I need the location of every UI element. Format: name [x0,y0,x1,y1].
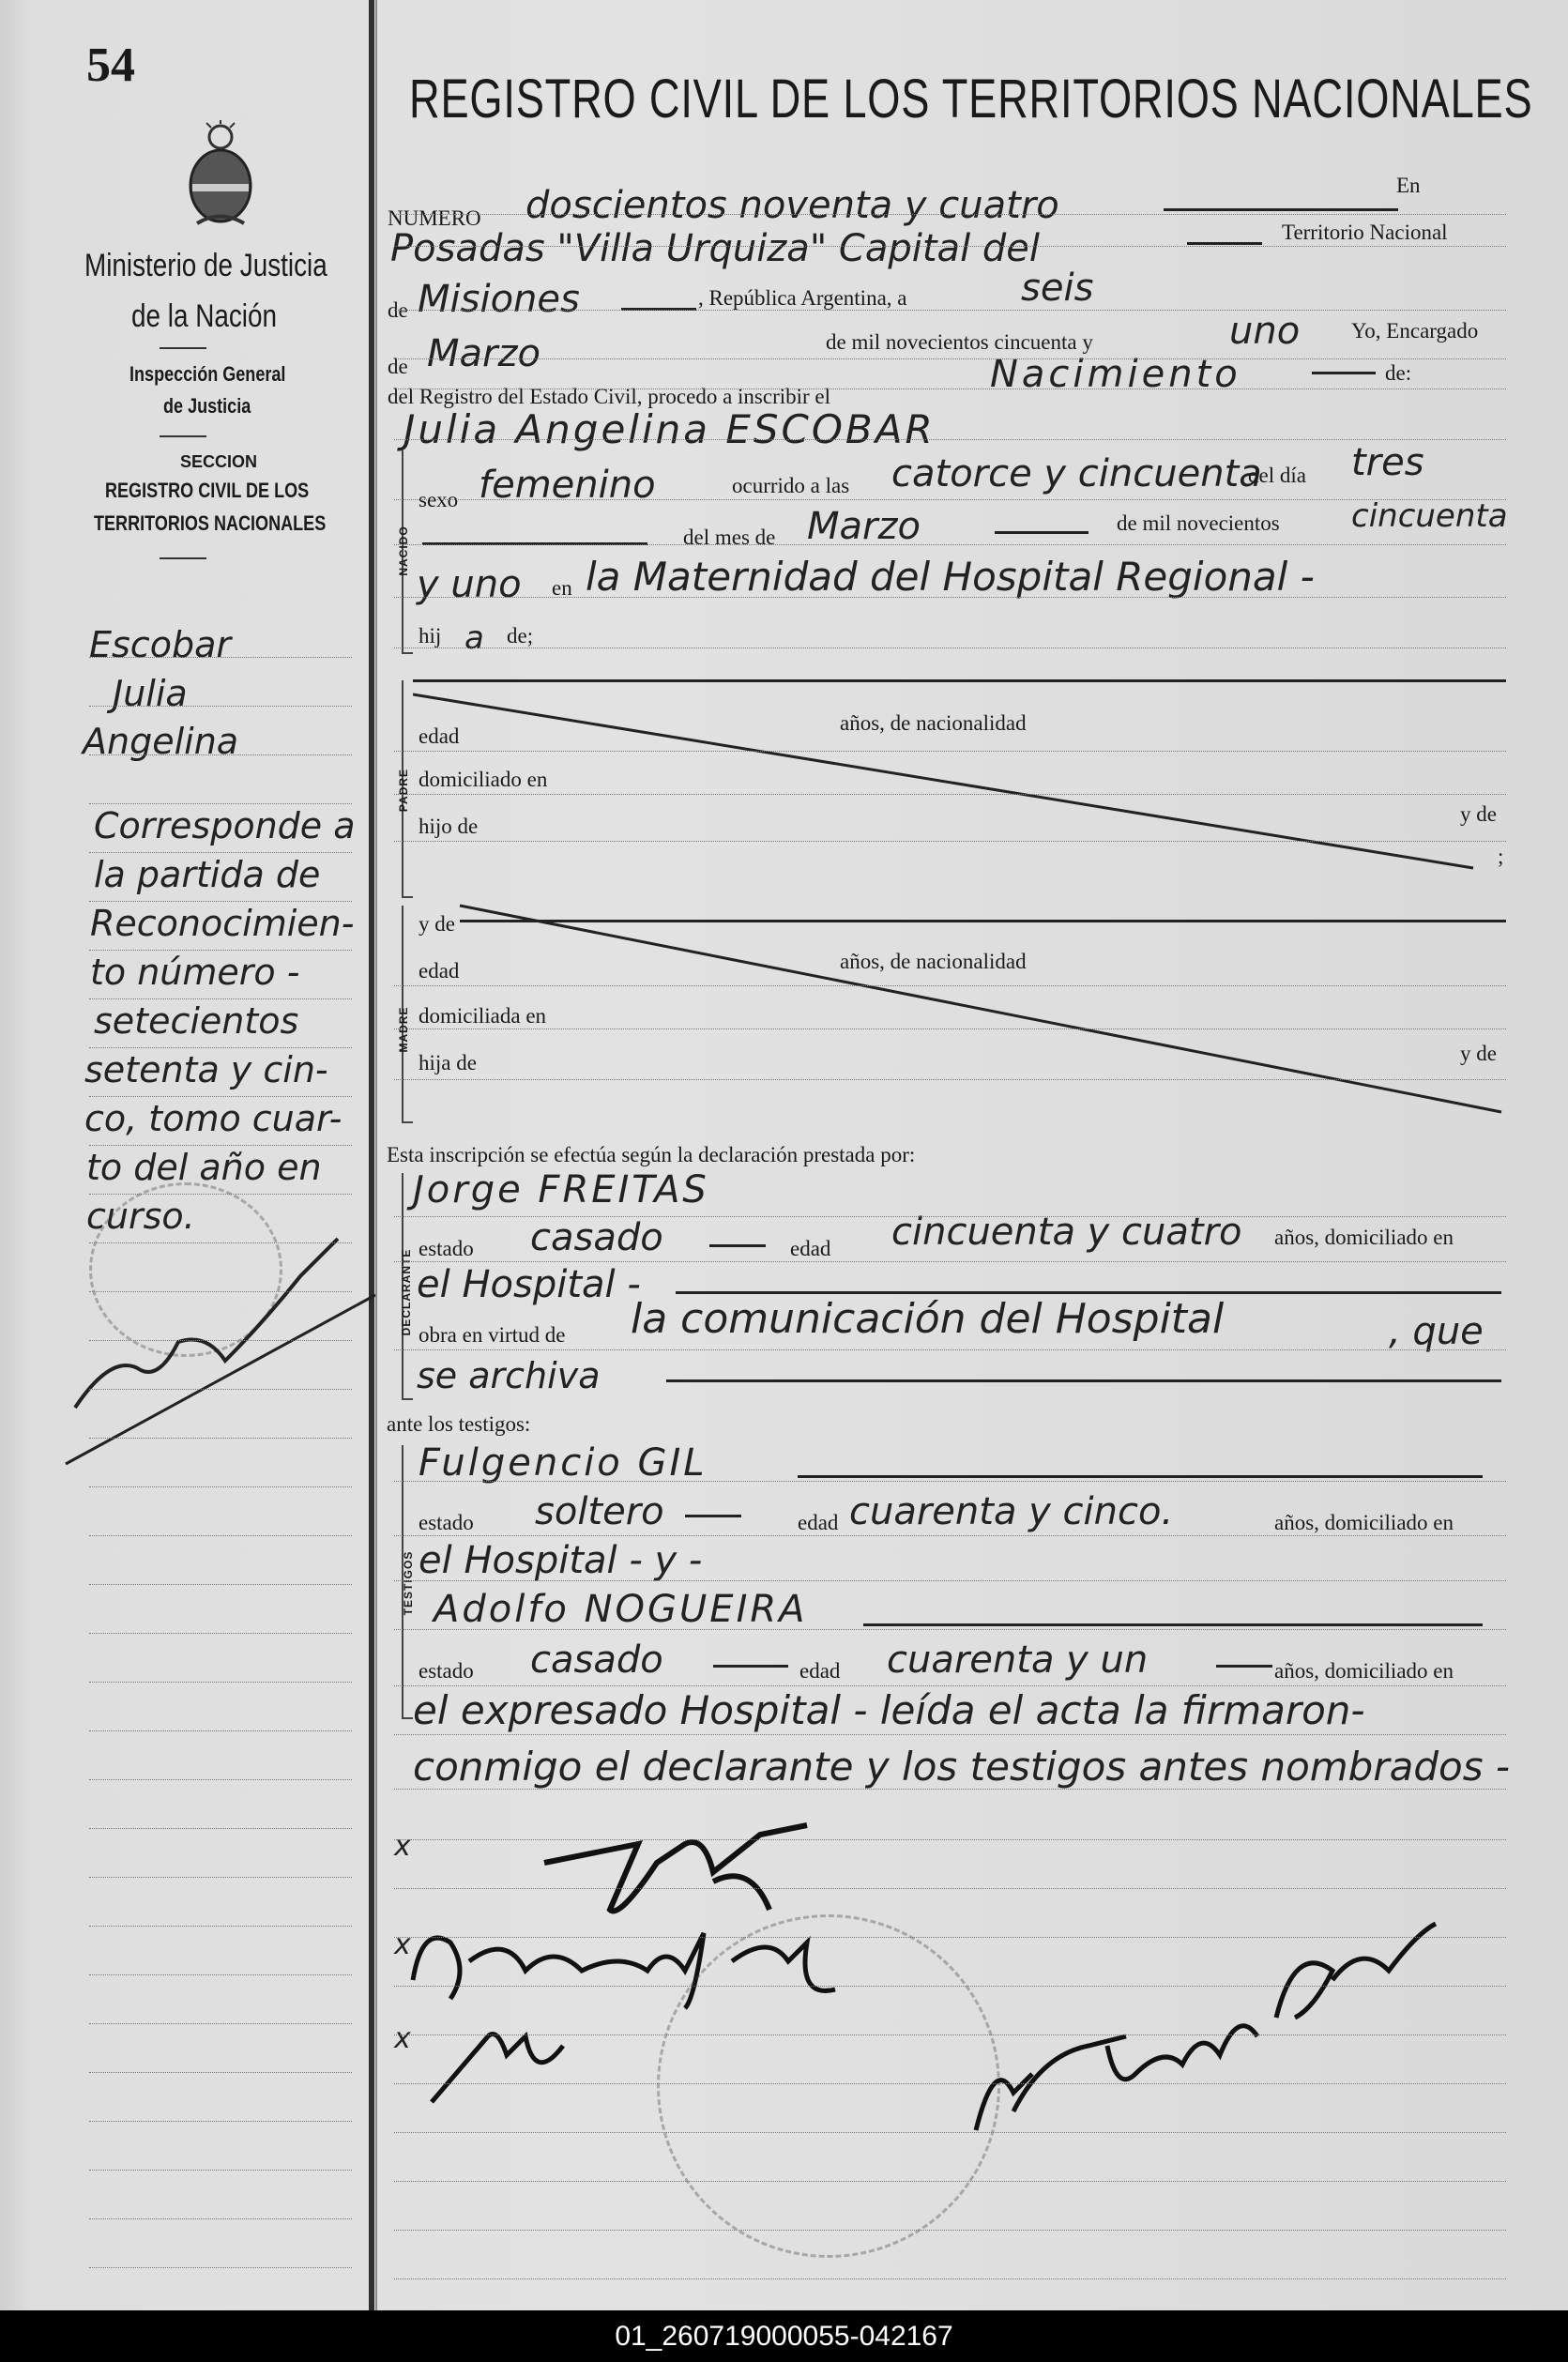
inspection-line-2: de Justicia [163,394,251,418]
fill-line [798,1475,1483,1478]
ruled-line [89,2267,352,2268]
label-estado3: estado [419,1659,474,1683]
fill-line [1216,1665,1272,1668]
image-footer: 01_260719000055-042167 [0,2310,1568,2362]
label-anos-dom3: años, domiciliado en [1274,1659,1454,1683]
section-line-2: REGISTRO CIVIL DE LOS [105,479,310,502]
ruled-line [89,1730,352,1731]
entry-mes-nac: Marzo [807,505,921,548]
ruled-line [89,1291,352,1292]
fill-line [709,1244,766,1247]
entry-mes: Marzo [427,332,540,375]
entry-dia: seis [1021,267,1094,310]
ruled-line [89,1633,352,1634]
label-estado2: estado [419,1511,474,1534]
label-esta-inscripcion: Esta inscripción se efectúa según la declaración prestada por: [387,1143,916,1166]
ruled-line [394,841,1506,842]
ruled-line [394,1481,1506,1482]
label-edad: edad [419,724,460,748]
label-del-registro: del Registro del Estado Civil, procedo a inscribir el [388,385,831,408]
label-yo: Yo, Encargado [1351,319,1479,343]
label-del-dia: del día [1248,464,1306,487]
label-edad4: edad [798,1511,839,1534]
entry-sexo: femenino [479,464,656,507]
label-estado: estado [419,1237,474,1260]
entry-anio: uno [1229,310,1301,353]
label-de-colon: de: [1385,361,1412,385]
ruled-line [89,1974,352,1975]
label-de-mil2: de mil novecientos [1117,511,1280,535]
label-republica: , República Argentina, a [698,286,907,310]
label-obra: obra en virtud de [419,1323,566,1347]
entry-acto: Nacimiento [990,353,1241,396]
entry-hijo-sufijo: a [464,619,484,657]
label-hija-de: hija de [419,1051,477,1074]
margin-note-line: la partida de [94,854,321,895]
entry-hora: catorce y cincuenta [891,452,1262,495]
label-en: En [1396,174,1421,197]
entry-lugar-nac: la Maternidad del Hospital Regional - [586,554,1315,600]
entry-testigo2-edad: cuarenta y un [887,1638,1149,1682]
ruled-line [394,597,1506,598]
label-ocurrido: ocurrido a las [732,474,850,497]
ruled-line [394,794,1506,795]
ruled-line [394,1839,1506,1840]
label-y-de3: y de [1460,1042,1497,1065]
label-hijo-de: hijo de [419,815,479,838]
ruled-line [89,2121,352,2122]
margin-note-line: Corresponde a [94,805,356,846]
entry-obra2: se archiva [417,1355,601,1396]
label-ante-testigos: ante los testigos: [387,1412,531,1436]
ruled-line [394,2181,1506,2182]
section-line-1: SECCION [180,452,258,471]
label-hij: hij [419,624,442,648]
ruled-line [394,358,1506,359]
ruled-line [89,1096,352,1097]
label-de: de [388,298,408,322]
label-edad5: edad [799,1659,841,1683]
ruled-line [394,544,1506,545]
encargada-signature [957,1886,1445,2187]
fill-line [863,1623,1483,1626]
label-territorio: Territorio Nacional [1282,221,1448,244]
ruled-line [89,706,352,707]
fill-line [1164,208,1398,211]
label-domiciliado: domiciliado en [419,768,548,791]
ruled-line [394,1789,1506,1790]
margin-note-line: setecientos [94,1000,299,1042]
entry-nombre: Julia Angelina ESCOBAR [403,406,936,452]
ruled-line [394,2230,1506,2231]
label-anos-nac: años, de nacionalidad [840,711,1027,735]
ruled-line [394,1535,1506,1536]
ruled-line [394,2083,1506,2084]
ruled-line [394,1937,1506,1938]
margin-divider [369,0,374,2310]
ruled-line [394,1629,1506,1630]
entry-testigo1-edad: cuarenta y cinco. [849,1490,1174,1533]
entry-obra: la comunicación del Hospital [631,1295,1225,1343]
entry-declarante-edad: cincuenta y cuatro [891,1211,1242,1254]
margin-note-line: co, tomo cuar- [84,1098,343,1139]
ruled-line [89,1584,352,1585]
ruled-line [394,1986,1506,1987]
ruled-line [394,1216,1506,1217]
signature-x-mark: x [394,1928,411,1961]
ruled-line [89,1926,352,1927]
margin-divider-shadow [375,0,377,2310]
margin-note-line: Escobar [89,624,231,665]
margin-signature [56,1220,375,1483]
testigo2-signature [413,2008,601,2121]
ruled-line [394,1261,1506,1262]
label-en2: en [552,576,572,600]
ruled-line [89,1389,352,1390]
inspection-line-1: Inspección General [129,362,286,386]
fill-line [676,1291,1501,1294]
ruled-line [394,2132,1506,2133]
entry-testigo1: Fulgencio GIL [419,1441,708,1485]
ruled-line [394,246,1506,247]
margin-note-line: to número - [90,952,300,993]
official-stamp [657,1914,1000,2258]
signature-x-mark: x [394,1830,411,1863]
side-label-declarante: DECLARANTE [400,1248,413,1336]
ruled-line [89,1438,352,1439]
side-label-nacido: NACIDO [397,526,410,576]
ruled-line [394,439,1506,440]
entry-testigo1-dom: el Hospital - y - [419,1539,703,1582]
ruled-line [89,2218,352,2219]
ruled-line [89,998,352,999]
label-de: de [388,355,408,378]
margin-note-line: Reconocimien- [90,903,355,944]
ruled-line [89,1828,352,1829]
ruled-line [89,1047,352,1048]
entry-testigo2-estado: casado [530,1638,663,1682]
label-que: , que [1389,1310,1484,1353]
ruled-line [394,1888,1506,1889]
entry-territorio: Misiones [418,278,580,321]
fill-line [1312,372,1376,374]
label-sexo: sexo [419,488,459,511]
ruled-line [394,985,1506,986]
label-y-de: y de [1460,802,1497,826]
ruled-line [89,657,352,658]
ruled-line [89,803,352,804]
divider [160,435,206,437]
margin-note-line: setenta y cin- [84,1049,328,1090]
coat-of-arms-icon [178,120,263,233]
ruled-line [89,901,352,902]
label-edad3: edad [790,1237,831,1260]
ruled-line [89,2072,352,2073]
ruled-line [89,852,352,853]
label-mil-novecientos: de mil novecientos cincuenta y [826,330,1093,354]
label-semicolon: ; [1498,845,1504,868]
fill-line [666,1379,1501,1382]
entry-declarante-dom: el Hospital - [417,1263,641,1306]
entry-dia-nac: tres [1351,441,1424,484]
ruled-line [89,1340,352,1341]
entry-y-uno: y uno [417,563,522,606]
margin-note-line: to del año en [86,1147,322,1188]
ruled-line [394,214,1506,215]
fill-line [685,1515,741,1517]
fill-line [713,1665,788,1668]
signature-x-mark: x [394,2022,411,2055]
ruled-line [394,1349,1506,1350]
ruled-line [89,2170,352,2171]
entry-anio-nac: cincuenta [1351,497,1508,535]
label-numero: NUMERO [388,206,481,230]
ruled-line [394,1734,1506,1735]
ruled-line [394,1685,1506,1686]
margin-note-line: curso. [86,1196,195,1237]
ruled-line [89,2023,352,2024]
ruled-line [89,1145,352,1146]
ruled-line [89,1779,352,1780]
entry-lugar: Posadas "Villa Urquiza" Capital del [390,227,1041,270]
ruled-line [394,2034,1506,2035]
divider [160,557,206,559]
entry-testigo1-estado: soltero [535,1490,664,1533]
label-y-de2: y de [419,912,455,936]
page-number: 54 [86,38,135,92]
label-edad2: edad [419,959,460,983]
ruled-line [394,2278,1506,2279]
margin-note-line: Angelina [83,721,239,762]
fill-line [1187,242,1262,245]
label-domiciliada: domiciliada en [419,1004,547,1028]
label-anos-dom: años, domiciliado en [1274,1226,1454,1249]
ruled-line [394,310,1506,311]
entry-cierre2: conmigo el declarante y los testigos antes nombrados - [413,1744,1511,1790]
label-de-semicolon: de; [507,624,534,648]
entry-numero: doscientos noventa y cuatro [525,184,1059,227]
ministry-line-1: Ministerio de Justicia [84,248,327,283]
entry-testigo2: Adolfo NOGUEIRA [434,1588,808,1631]
page-title: REGISTRO CIVIL DE LOS TERRITORIOS NACIONALES [409,69,1533,130]
entry-declarante: Jorge FREITAS [413,1168,709,1211]
ruled-line [89,950,352,951]
ruled-line [89,1194,352,1195]
ruled-line [394,751,1506,752]
ministry-line-2: de la Nación [131,298,277,334]
entry-cierre1: el expresado Hospital - leída el acta la firmaron- [413,1687,1365,1733]
margin-note-line: Julia [113,673,188,714]
ruled-line [89,1486,352,1487]
label-anos-dom2: años, domiciliado en [1274,1511,1454,1534]
ruled-line [89,1877,352,1878]
ruled-line [394,499,1506,500]
side-label-testigos: TESTIGOS [402,1550,415,1616]
ruled-line [394,1079,1506,1080]
side-label-padre: PADRE [397,768,410,813]
ruled-line [89,1242,352,1243]
entry-declarante-estado: casado [530,1216,663,1259]
label-anos-nac2: años, de nacionalidad [840,950,1027,973]
ruled-line [89,754,352,755]
label-del-mes: del mes de [683,526,776,549]
side-label-madre: MADRE [397,1006,410,1053]
cancellation-strikes [413,680,1520,1131]
divider [160,347,206,349]
ruled-line [89,1535,352,1536]
ruled-line [394,1580,1506,1581]
ruled-line [89,1682,352,1683]
section-line-3: TERRITORIOS NACIONALES [94,511,327,535]
fill-line [995,531,1088,534]
